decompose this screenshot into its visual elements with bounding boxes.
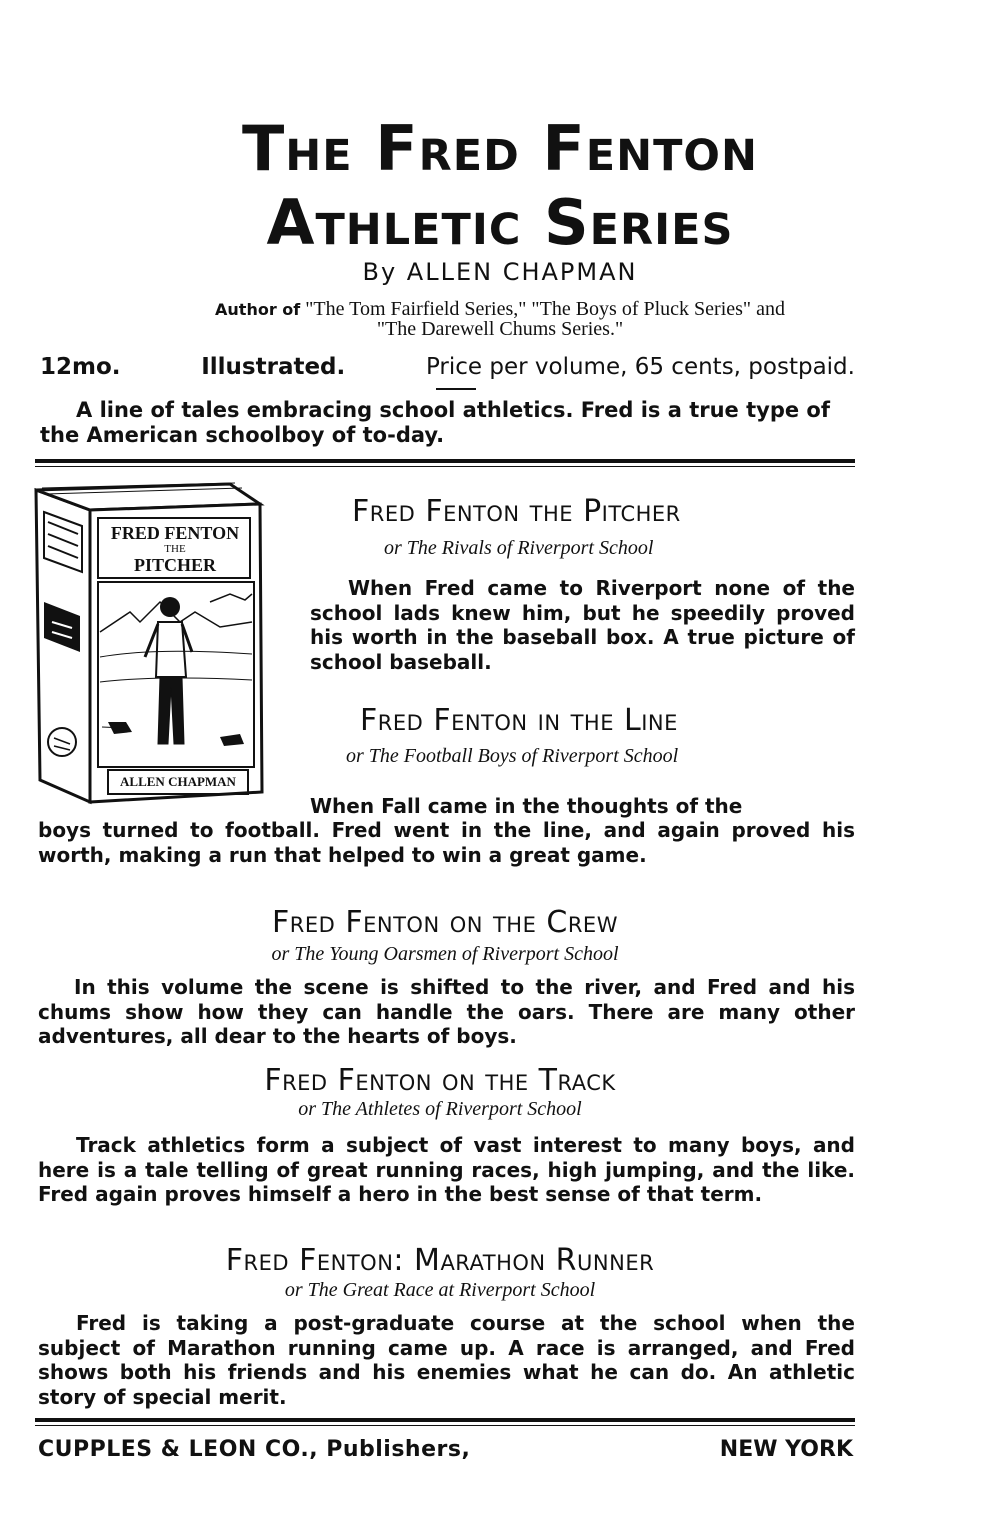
footer-divider — [35, 1418, 855, 1422]
book-2-description-line1: When Fall came in the thoughts of the — [310, 794, 743, 818]
book-5-title: Fred Fenton: Marathon Runner — [225, 1243, 655, 1278]
publisher-city: NEW YORK — [719, 1437, 853, 1462]
book-2-description-rest: boys turned to football. Fred went in the line, and again proved his worth, making a run that helped to win a great game. — [38, 818, 855, 867]
illustrated-label: Illustrated. — [201, 354, 346, 380]
book-2-title: Fred Fenton in the Line — [360, 703, 678, 738]
book-3-description: In this volume the scene is shifted to the river, and Fred and his chums show how they can handle the oars. There are many other adventures, all dear to the hearts of boys. — [38, 975, 855, 1048]
book-1-title: Fred Fenton the Pitcher — [352, 494, 681, 529]
book-4-description: Track athletics form a subject of vast interest to many boys, and here is a tale telling of great running races, high jumping, and the like. Fred again proves himself a hero in the best sense of that term. — [38, 1133, 855, 1206]
book-4-subtitle: or The Athletes of Riverport School — [298, 1098, 582, 1120]
header-divider-thin — [35, 466, 855, 467]
book-cover-illustration — [30, 482, 270, 812]
author-prefix: Author of — [215, 300, 301, 319]
price-label: Price per volume, 65 cents, postpaid. — [425, 354, 855, 380]
book-5-description: Fred is taking a post-graduate course at the school when the subject of Marathon running came up. A race is arranged, and Fred shows both his friends and his enemies what he can do. An athletic story of special merit. — [38, 1311, 855, 1409]
author-works-line2: "The Darewell Chums Series." — [376, 318, 624, 340]
price-line — [40, 354, 855, 380]
book-3-title: Fred Fenton on the Crew — [272, 905, 618, 940]
book-5-subtitle: or The Great Race at Riverport School — [284, 1279, 596, 1301]
series-intro: A line of tales embracing school athletics. Fred is a true type of the American schoolboy of to-day. — [40, 398, 830, 447]
book-3-subtitle: or The Young Oarsmen of Riverport School — [271, 943, 619, 965]
cover-title-line1: FRED FENTON — [110, 523, 240, 543]
book-1-description: When Fred came to Riverport none of the school lads knew him, but he speedily proved his worth in the baseball box. A true picture of school baseball. — [310, 576, 855, 674]
publisher-name: CUPPLES & LEON CO., Publishers, — [38, 1437, 471, 1462]
small-divider — [436, 388, 476, 390]
byline: By ALLEN CHAPMAN — [362, 258, 638, 286]
author-works-text1: "The Tom Fairfield Series," "The Boys of Pluck Series" and — [305, 298, 785, 320]
series-title-line2: Athletic Series — [266, 186, 734, 259]
format-label: 12mo. — [40, 354, 121, 380]
cover-title-line2: THE — [164, 543, 186, 555]
cover-title-line3: PITCHER — [133, 555, 216, 575]
book-4-title: Fred Fenton on the Track — [264, 1063, 616, 1098]
cover-author: ALLEN CHAPMAN — [120, 774, 236, 789]
book-2-subtitle: or The Football Boys of Riverport School — [346, 745, 679, 767]
footer-divider-thin — [35, 1425, 855, 1426]
series-title-line1: The Fred Fenton — [242, 112, 758, 185]
book-1-subtitle: or The Rivals of Riverport School — [384, 537, 654, 559]
header-divider — [35, 459, 855, 463]
footer — [38, 1437, 853, 1462]
